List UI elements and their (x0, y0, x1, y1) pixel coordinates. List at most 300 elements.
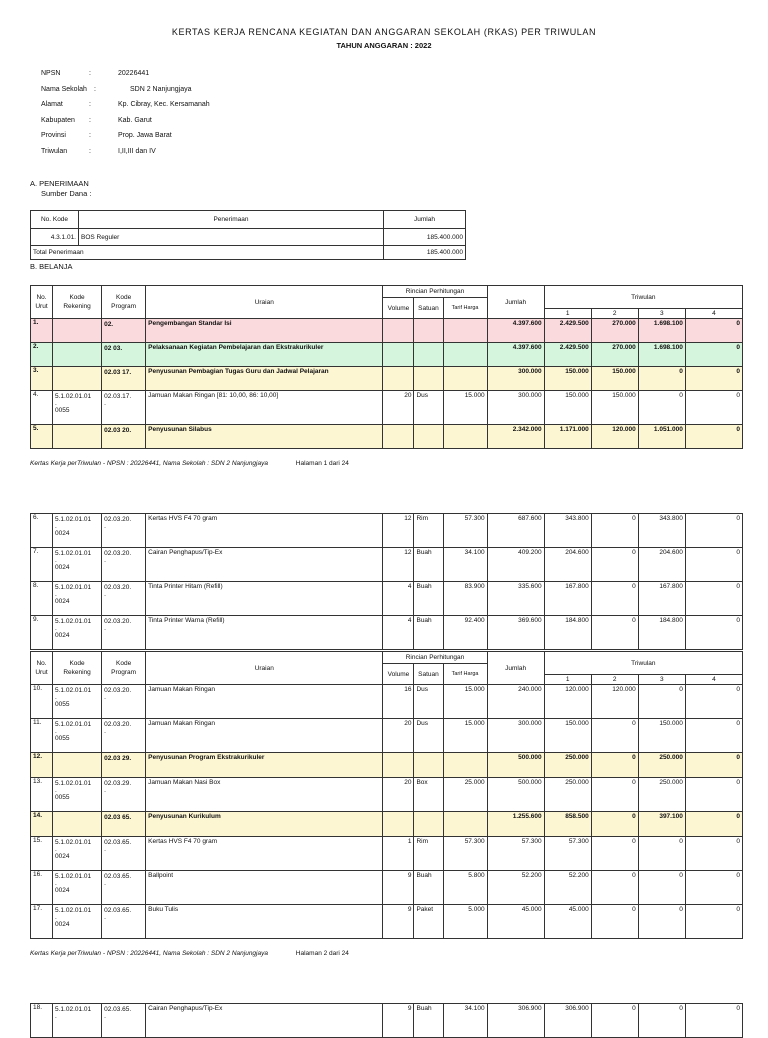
header-no-urut: No. Urut (31, 286, 53, 319)
row-triwulan-1: 57.300 (544, 837, 591, 871)
row-kode-program (102, 548, 146, 582)
kode-rekening-dot: . (55, 728, 57, 735)
row-triwulan-2: 120.000 (591, 685, 638, 719)
row-satuan (414, 367, 443, 391)
header-tarif: Tarif Harga (443, 664, 487, 685)
row-triwulan-2: 0 (591, 753, 638, 778)
row-triwulan-3: 0 (638, 685, 685, 719)
document-title: KERTAS KERJA RENCANA KEGIATAN DAN ANGGARAN SEKOLAH (RKAS) PER TRIWULAN (171, 27, 597, 37)
row-volume (383, 367, 414, 391)
row-kode-rekening (53, 616, 102, 650)
footer-text: Kertas Kerja perTriwulan - NPSN : 20226441, Nama Sekolah : SDN 2 Nanjungjaya (30, 460, 268, 467)
row-uraian: Pelaksanaan Kegiatan Pembelajaran dan Ekstrakurikuler (146, 343, 383, 367)
row-volume: 12 (383, 514, 414, 548)
kode-rekening-dot: . (55, 694, 57, 701)
row-no: 8. (31, 582, 53, 616)
row-kode-program (102, 753, 146, 778)
row-uraian: Penyusunan Program Ekstrakurikuler (146, 753, 383, 778)
kode-program-value: 02.03 20. (104, 427, 132, 434)
row-uraian: Jamuan Makan Ringan [81: 10,00, 86: 10,00] (146, 391, 383, 425)
row-triwulan-1: 150.000 (544, 391, 591, 425)
kode-program-dot: . (104, 694, 106, 701)
info-separator: : (89, 132, 91, 139)
row-triwulan-4: 0 (685, 1004, 742, 1038)
kode-rekening-dot: . (55, 591, 57, 598)
header-triwulan-2: 2 (591, 675, 638, 685)
row-kode-rekening (53, 548, 102, 582)
row-triwulan-2: 0 (591, 871, 638, 905)
row-jumlah: 1.255.600 (487, 812, 544, 837)
row-triwulan-3: 0 (638, 837, 685, 871)
row-triwulan-3: 250.000 (638, 753, 685, 778)
belanja-table-page2b (30, 651, 743, 939)
page-footer-1 (30, 460, 349, 467)
row-triwulan-1: 204.600 (544, 548, 591, 582)
row-triwulan-4: 0 (685, 582, 742, 616)
row-kode-program (102, 812, 146, 837)
kode-program-dot: . (104, 1013, 106, 1020)
header-triwulan-4: 4 (685, 675, 742, 685)
header-uraian: Uraian (146, 652, 383, 685)
row-tarif: 5.800 (443, 871, 487, 905)
info-separator: : (89, 116, 91, 124)
footer-text: Kertas Kerja perTriwulan - NPSN : 20226441, Nama Sekolah : SDN 2 Nanjungjaya (30, 950, 268, 957)
kode-rekening-sub: 0024 (55, 632, 70, 639)
kode-program-value: 02.03.20. (104, 516, 132, 523)
row-jumlah: 300.000 (487, 391, 544, 425)
kode-program-dot: . (104, 880, 106, 887)
row-triwulan-3: 0 (638, 871, 685, 905)
row-triwulan-4: 0 (685, 719, 742, 753)
belanja-heading: B. BELANJA (30, 262, 73, 271)
row-triwulan-4: 0 (685, 871, 742, 905)
kode-rekening-main: 5.1.02.01.01 (55, 687, 92, 694)
kode-program-value: 02.03.17. (104, 393, 132, 400)
row-triwulan-2: 120.000 (591, 425, 638, 449)
kode-rekening-dot: . (55, 1013, 57, 1020)
row-uraian: Penyusunan Kurikulum (146, 812, 383, 837)
kode-program-dot: . (104, 846, 106, 853)
row-satuan: Rim (414, 837, 443, 871)
row-kode-program (102, 1004, 146, 1038)
row-jumlah: 369.600 (487, 616, 544, 650)
kode-rekening-main: 5.1.02.01.01 (55, 721, 92, 728)
sumber-dana-label: Sumber Dana : (41, 189, 92, 198)
row-jumlah: 52.200 (487, 871, 544, 905)
row-triwulan-3: 1.698.100 (638, 343, 685, 367)
row-kode-rekening (53, 719, 102, 753)
belanja-table-page3 (30, 1003, 743, 1038)
kode-rekening-main: 5.1.02.01.01 (55, 618, 92, 625)
header-satuan: Satuan (414, 664, 443, 685)
budget-row (31, 812, 743, 837)
info-value: I,II,III dan IV (118, 147, 156, 155)
row-uraian: Jamuan Makan Ringan (146, 685, 383, 719)
info-value: SDN 2 Nanjungjaya (130, 85, 192, 93)
kode-program-value: 02 03. (104, 345, 123, 352)
row-triwulan-4: 0 (685, 343, 742, 367)
info-label: Kabupaten (41, 116, 75, 124)
kode-program-value: 02.03.20. (104, 721, 132, 728)
row-tarif: 15.000 (443, 685, 487, 719)
budget-row (31, 719, 743, 753)
row-tarif: 5.000 (443, 905, 487, 939)
row-satuan (414, 753, 443, 778)
row-tarif: 15.000 (443, 391, 487, 425)
row-triwulan-1: 150.000 (544, 719, 591, 753)
row-volume: 1 (383, 837, 414, 871)
budget-row (31, 367, 743, 391)
header-triwulan-1: 1 (544, 309, 591, 319)
row-kode-program (102, 871, 146, 905)
row-kode-rekening (53, 812, 102, 837)
row-uraian: Penyusunan Silabus (146, 425, 383, 449)
penerimaan-heading: A. PENERIMAAN (30, 179, 89, 188)
row-kode-rekening (53, 367, 102, 391)
row-satuan: Dus (414, 391, 443, 425)
row-tarif: 83.900 (443, 582, 487, 616)
kode-rekening-main: 5.1.02.01.01 (55, 780, 92, 787)
row-no: 17. (31, 905, 53, 939)
kode-rekening-main: 5.1.02.01.01 (55, 1006, 92, 1013)
row-kode-program (102, 582, 146, 616)
penerimaan-table (30, 210, 466, 260)
row-uraian: Pengembangan Standar Isi (146, 319, 383, 343)
row-kode-rekening (53, 871, 102, 905)
row-satuan: Dus (414, 685, 443, 719)
row-jumlah: 306.900 (487, 1004, 544, 1038)
row-triwulan-4: 0 (685, 812, 742, 837)
row-triwulan-2: 0 (591, 905, 638, 939)
info-separator: : (89, 101, 91, 108)
row-triwulan-3: 1.051.000 (638, 425, 685, 449)
row-triwulan-4: 0 (685, 753, 742, 778)
row-triwulan-3: 184.800 (638, 616, 685, 650)
row-kode-rekening (53, 343, 102, 367)
row-no: 6. (31, 514, 53, 548)
row-triwulan-1: 2.429.500 (544, 343, 591, 367)
row-triwulan-3: 1.698.100 (638, 319, 685, 343)
row-triwulan-2: 0 (591, 514, 638, 548)
row-volume: 9 (383, 871, 414, 905)
row-triwulan-4: 0 (685, 425, 742, 449)
row-triwulan-1: 1.171.000 (544, 425, 591, 449)
row-triwulan-4: 0 (685, 837, 742, 871)
kode-rekening-main: 5.1.02.01.01 (55, 393, 92, 400)
budget-row (31, 905, 743, 939)
header-triwulan: Triwulan (544, 286, 742, 309)
row-jumlah: 2.342.000 (487, 425, 544, 449)
header-triwulan-4: 4 (685, 309, 742, 319)
row-kode-rekening (53, 582, 102, 616)
row-volume: 9 (383, 1004, 414, 1038)
row-jumlah: 687.600 (487, 514, 544, 548)
row-triwulan-4: 0 (685, 319, 742, 343)
kode-rekening-sub: 0024 (55, 530, 70, 537)
belanja-table-page2a (30, 513, 743, 650)
info-label: NPSN (41, 70, 61, 77)
kode-program-dot: . (104, 557, 106, 564)
row-uraian: Cairan Penghapus/Tip-Ex (146, 548, 383, 582)
row-triwulan-1: 120.000 (544, 685, 591, 719)
penerimaan-uraian: BOS Reguler (79, 229, 384, 246)
row-kode-rekening (53, 319, 102, 343)
row-volume (383, 319, 414, 343)
row-triwulan-1: 858.500 (544, 812, 591, 837)
row-volume: 4 (383, 616, 414, 650)
row-jumlah: 500.000 (487, 778, 544, 812)
row-kode-program (102, 719, 146, 753)
row-triwulan-2: 270.000 (591, 343, 638, 367)
row-triwulan-2: 0 (591, 812, 638, 837)
kode-program-dot: . (104, 523, 106, 530)
row-triwulan-3: 0 (638, 367, 685, 391)
row-kode-program (102, 343, 146, 367)
kode-rekening-sub: 0024 (55, 853, 70, 860)
row-satuan (414, 425, 443, 449)
row-no: 3. (31, 367, 53, 391)
row-triwulan-1: 343.800 (544, 514, 591, 548)
row-jumlah: 500.000 (487, 753, 544, 778)
row-satuan: Dus (414, 719, 443, 753)
kode-program-dot: . (104, 914, 106, 921)
info-separator: : (89, 147, 91, 155)
penerimaan-header-penerimaan: Penerimaan (79, 211, 384, 229)
kode-rekening-dot: . (55, 557, 57, 564)
kode-rekening-dot: . (55, 846, 57, 853)
row-triwulan-3: 204.600 (638, 548, 685, 582)
kode-rekening-sub: 0055 (55, 701, 70, 708)
row-uraian: Cairan Penghapus/Tip-Ex (146, 1004, 383, 1038)
kode-rekening-main: 5.1.02.01.01 (55, 873, 92, 880)
header-triwulan: Triwulan (544, 652, 742, 675)
row-volume: 20 (383, 719, 414, 753)
header-kode-rekening: Kode Rekening (53, 652, 102, 685)
kode-rekening-dot: . (55, 625, 57, 632)
row-tarif (443, 343, 487, 367)
row-volume: 20 (383, 778, 414, 812)
row-triwulan-4: 0 (685, 367, 742, 391)
row-no: 16. (31, 871, 53, 905)
row-no: 7. (31, 548, 53, 582)
row-triwulan-2: 0 (591, 582, 638, 616)
row-no: 11. (31, 719, 53, 753)
row-triwulan-3: 343.800 (638, 514, 685, 548)
row-triwulan-4: 0 (685, 391, 742, 425)
budget-row (31, 685, 743, 719)
kode-rekening-dot: . (55, 523, 57, 530)
row-tarif: 92.400 (443, 616, 487, 650)
row-kode-program (102, 685, 146, 719)
document-subtitle: TAHUN ANGGARAN : 2022 (336, 41, 432, 50)
info-label: Nama Sekolah (41, 85, 87, 93)
row-triwulan-1: 45.000 (544, 905, 591, 939)
kode-rekening-sub: 0024 (55, 598, 70, 605)
kode-program-value: 02.03 29. (104, 755, 132, 762)
header-triwulan-3: 3 (638, 309, 685, 319)
kode-program-dot: . (104, 625, 106, 632)
footer-page-number: Halaman 2 dari 24 (295, 950, 349, 957)
kode-program-value: 02.03.20. (104, 687, 132, 694)
row-no: 18. (31, 1004, 53, 1038)
row-no: 2. (31, 343, 53, 367)
info-value: 20226441 (118, 70, 150, 77)
budget-row (31, 514, 743, 548)
row-volume (383, 343, 414, 367)
row-volume: 12 (383, 548, 414, 582)
row-kode-rekening (53, 391, 102, 425)
kode-rekening-dot: . (55, 787, 57, 794)
penerimaan-jumlah: 185.400.000 (384, 229, 466, 246)
row-kode-program (102, 367, 146, 391)
row-triwulan-1: 184.800 (544, 616, 591, 650)
row-triwulan-2: 0 (591, 616, 638, 650)
row-uraian: Tinta Printer Warna (Refill) (146, 616, 383, 650)
header-kode-program: Kode Program (102, 652, 146, 685)
row-satuan: Box (414, 778, 443, 812)
row-triwulan-2: 150.000 (591, 391, 638, 425)
info-label: Alamat (41, 101, 63, 108)
row-volume: 9 (383, 905, 414, 939)
row-triwulan-1: 167.800 (544, 582, 591, 616)
row-no: 15. (31, 837, 53, 871)
row-volume (383, 812, 414, 837)
info-value: Kp. Cibray, Kec. Kersamanah (118, 101, 210, 108)
kode-rekening-sub: 0024 (55, 887, 70, 894)
total-penerimaan-value: 185.400.000 (384, 246, 466, 260)
kode-rekening-main: 5.1.02.01.01 (55, 584, 92, 591)
total-penerimaan-label: Total Penerimaan (31, 246, 384, 260)
row-uraian: Kertas HVS F4 70 gram (146, 514, 383, 548)
row-uraian: Ballpoint (146, 871, 383, 905)
kode-rekening-main: 5.1.02.01.01 (55, 550, 92, 557)
header-triwulan-2: 2 (591, 309, 638, 319)
budget-row (31, 778, 743, 812)
row-triwulan-4: 0 (685, 778, 742, 812)
row-triwulan-1: 250.000 (544, 778, 591, 812)
row-triwulan-1: 2.429.500 (544, 319, 591, 343)
row-volume (383, 425, 414, 449)
row-triwulan-4: 0 (685, 685, 742, 719)
row-uraian: Buku Tulis (146, 905, 383, 939)
row-triwulan-3: 150.000 (638, 719, 685, 753)
row-satuan: Buah (414, 616, 443, 650)
header-rincian: Rincian Perhitungan (383, 286, 487, 298)
row-triwulan-1: 250.000 (544, 753, 591, 778)
row-kode-program (102, 391, 146, 425)
header-volume: Volume (383, 298, 414, 319)
page-footer-2 (30, 950, 349, 957)
budget-row (31, 837, 743, 871)
row-kode-program (102, 837, 146, 871)
row-satuan (414, 343, 443, 367)
row-satuan (414, 812, 443, 837)
row-satuan (414, 319, 443, 343)
row-uraian: Penyusunan Pembagian Tugas Guru dan Jadwal Pelajaran (146, 367, 383, 391)
kode-rekening-dot: . (55, 400, 57, 407)
row-tarif (443, 812, 487, 837)
kode-program-dot: . (104, 400, 106, 407)
kode-rekening-sub: 0024 (55, 564, 70, 571)
row-satuan: Buah (414, 582, 443, 616)
header-kode-rekening: Kode Rekening (53, 286, 102, 319)
budget-row (31, 343, 743, 367)
row-tarif: 34.100 (443, 548, 487, 582)
row-tarif: 25.000 (443, 778, 487, 812)
kode-rekening-dot: . (55, 880, 57, 887)
row-triwulan-2: 0 (591, 548, 638, 582)
kode-program-dot: . (104, 728, 106, 735)
row-kode-rekening (53, 1004, 102, 1038)
info-value: Kab. Garut (118, 116, 152, 124)
row-tarif (443, 753, 487, 778)
budget-row (31, 319, 743, 343)
kode-rekening-sub: 0024 (55, 921, 70, 928)
header-triwulan-3: 3 (638, 675, 685, 685)
row-satuan: Buah (414, 1004, 443, 1038)
row-satuan: Buah (414, 871, 443, 905)
header-uraian: Uraian (146, 286, 383, 319)
row-triwulan-2: 0 (591, 1004, 638, 1038)
header-jumlah: Jumlah (487, 652, 544, 685)
row-triwulan-3: 0 (638, 905, 685, 939)
row-jumlah: 300.000 (487, 367, 544, 391)
row-triwulan-4: 0 (685, 548, 742, 582)
info-label: Triwulan (41, 147, 68, 155)
row-triwulan-2: 0 (591, 837, 638, 871)
header-triwulan-1: 1 (544, 675, 591, 685)
budget-row (31, 548, 743, 582)
row-jumlah: 240.000 (487, 685, 544, 719)
row-kode-rekening (53, 685, 102, 719)
row-jumlah: 300.000 (487, 719, 544, 753)
row-kode-program (102, 319, 146, 343)
kode-program-value: 02.03.65. (104, 1006, 132, 1013)
row-kode-rekening (53, 514, 102, 548)
row-tarif (443, 367, 487, 391)
budget-row (31, 582, 743, 616)
kode-rekening-main: 5.1.02.01.01 (55, 839, 92, 846)
header-volume: Volume (383, 664, 414, 685)
info-separator: : (89, 70, 91, 77)
row-tarif (443, 425, 487, 449)
row-kode-rekening (53, 778, 102, 812)
header-tarif: Tarif Harga (443, 298, 487, 319)
row-triwulan-2: 0 (591, 778, 638, 812)
budget-row (31, 1004, 743, 1038)
row-volume: 16 (383, 685, 414, 719)
row-jumlah: 45.000 (487, 905, 544, 939)
header-no-urut: No. Urut (31, 652, 53, 685)
kode-program-value: 02.03 17. (104, 369, 132, 376)
row-triwulan-2: 150.000 (591, 367, 638, 391)
row-no: 14. (31, 812, 53, 837)
kode-program-dot: . (104, 787, 106, 794)
budget-row (31, 871, 743, 905)
row-uraian: Tinta Printer Hitam (Refill) (146, 582, 383, 616)
row-jumlah: 409.200 (487, 548, 544, 582)
budget-row (31, 753, 743, 778)
row-volume (383, 753, 414, 778)
kode-rekening-sub: 0055 (55, 735, 70, 742)
row-triwulan-1: 52.200 (544, 871, 591, 905)
row-triwulan-4: 0 (685, 514, 742, 548)
budget-row (31, 425, 743, 449)
row-tarif: 15.000 (443, 719, 487, 753)
row-no: 5. (31, 425, 53, 449)
row-volume: 20 (383, 391, 414, 425)
row-no: 12. (31, 753, 53, 778)
